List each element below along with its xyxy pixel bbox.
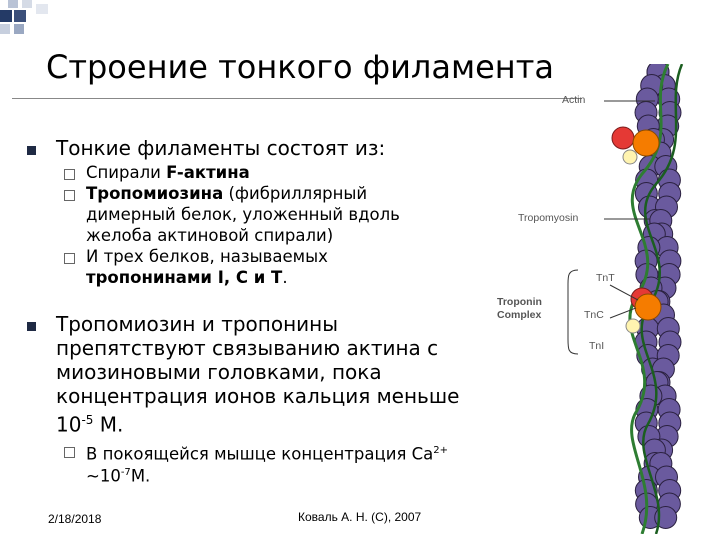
checkbox-icon	[64, 447, 75, 458]
bullet-2-line-3: миозиновыми головками, пока	[56, 360, 382, 384]
rest-conc-unit: М.	[130, 466, 151, 486]
troponin-i-circle	[626, 319, 640, 333]
corner-decoration	[0, 0, 60, 40]
bullet-marker	[27, 146, 36, 155]
bullet-2-line-5	[56, 408, 123, 438]
troponin-c-circle	[633, 130, 659, 156]
tnc-label: TnC	[584, 309, 604, 321]
sub-item-resting-calcium	[86, 440, 448, 465]
troponins-term: тропонинами I, С и Т	[86, 268, 283, 287]
troponins-end: .	[282, 268, 288, 287]
checkbox-icon	[64, 169, 75, 180]
tni-label: TnI	[589, 340, 605, 352]
sub-item-troponins: И трех белков, называемых	[86, 247, 328, 266]
complex-label: Complex	[497, 309, 542, 321]
sub-item-tropomyosin	[86, 183, 367, 204]
bullet-thin-filaments: Тонкие филаменты состоят из:	[56, 136, 386, 160]
conc-unit: М.	[93, 412, 124, 437]
conc-exponent: -5	[81, 413, 94, 427]
rest-conc-base: ~10	[86, 466, 121, 486]
bullet-marker	[27, 322, 36, 331]
f-actin-term: F-актина	[166, 163, 250, 182]
footer-author: Коваль А. Н. (C), 2007	[298, 510, 422, 524]
rest-conc-exponent: -7	[120, 467, 131, 478]
troponin-t-circle	[612, 127, 634, 149]
footer-date: 2/18/2018	[48, 512, 102, 526]
tropomyosin-desc-2: димерный белок, уложенный вдоль	[86, 205, 400, 224]
tnc-pointer	[610, 308, 636, 318]
sub-item-f-actin-text: Спирали	[86, 163, 167, 182]
troponin-i-circle	[623, 150, 637, 164]
tnt-label: TnT	[596, 272, 615, 284]
tropomyosin-desc-1: (фибриллярный	[223, 184, 368, 203]
tropomyosin-term: Тропомиозина	[86, 184, 224, 203]
checkbox-icon	[64, 190, 75, 201]
resting-calcium-text: В покоящейся мышце концентрация Са	[86, 444, 434, 464]
troponin-c-circle	[635, 294, 661, 320]
tropomyosin-label: Tropomyosin	[518, 212, 579, 224]
sub-item-f-actin	[86, 162, 250, 183]
actin-label: Actin	[562, 94, 586, 106]
slide-title: Строение тонкого филамента	[46, 48, 554, 86]
troponin-bracket	[568, 270, 578, 354]
bullet-2-line-4: концентрация ионов кальция меньше	[56, 384, 460, 408]
bullet-2-line-1: Тропомиозин и тропонины	[56, 312, 339, 336]
bullet-2-line-2: препятствуют связыванию актина с	[56, 336, 439, 360]
troponin-label: Troponin	[497, 296, 542, 308]
checkbox-icon	[64, 253, 75, 264]
troponins-line-2	[86, 267, 288, 288]
tropomyosin-desc-3: желоба актиновой спирали)	[86, 226, 334, 245]
calcium-charge: 2+	[433, 445, 449, 456]
conc-base: 10	[56, 412, 82, 437]
resting-calcium-line-2	[86, 462, 150, 487]
